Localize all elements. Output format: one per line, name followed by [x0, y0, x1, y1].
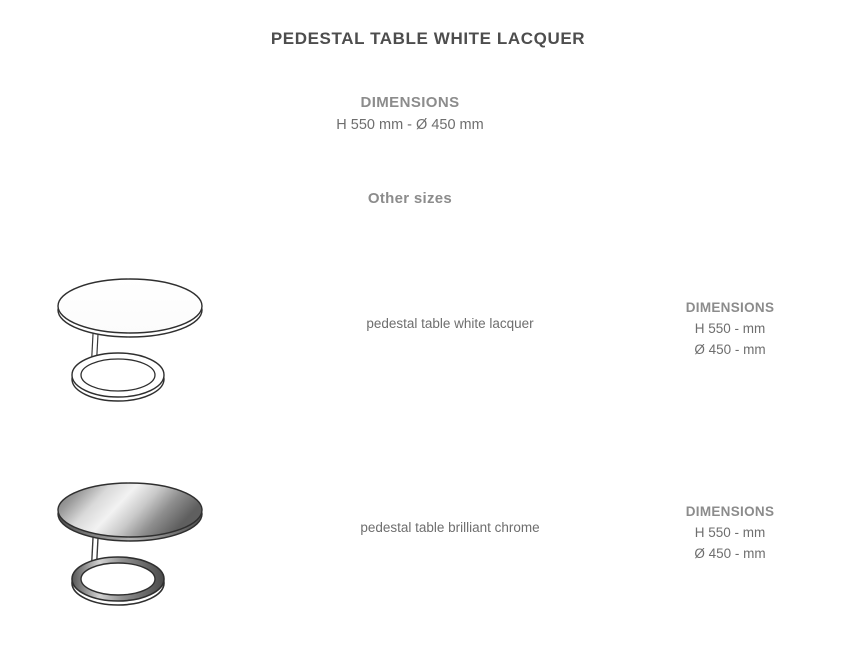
- dimensions-value: H 550 mm - Ø 450 mm: [336, 117, 484, 133]
- variant-name: pedestal table white lacquer: [366, 316, 534, 331]
- pedestal-table-chrome-icon: [50, 452, 240, 627]
- pedestal-table-white-icon: [50, 248, 240, 423]
- dimensions-heading: DIMENSIONS: [360, 94, 460, 111]
- variant-row: [0, 452, 856, 632]
- variant-dimensions: [640, 504, 820, 565]
- variant-dimensions-label: DIMENSIONS: [685, 300, 775, 315]
- variant-name: pedestal table brilliant chrome: [360, 520, 540, 535]
- variant-diameter: Ø 450 - mm: [694, 545, 766, 561]
- variant-row: [0, 248, 856, 428]
- variant-dimensions: [640, 300, 820, 361]
- variant-dimensions-label: DIMENSIONS: [685, 504, 775, 519]
- variant-height: H 550 - mm: [694, 321, 766, 336]
- page-title: PEDESTAL TABLE WHITE LACQUER: [270, 29, 586, 48]
- variant-height: H 550 - mm: [694, 525, 766, 540]
- variant-diameter: Ø 450 - mm: [694, 341, 766, 357]
- other-sizes-heading: Other sizes: [367, 190, 453, 207]
